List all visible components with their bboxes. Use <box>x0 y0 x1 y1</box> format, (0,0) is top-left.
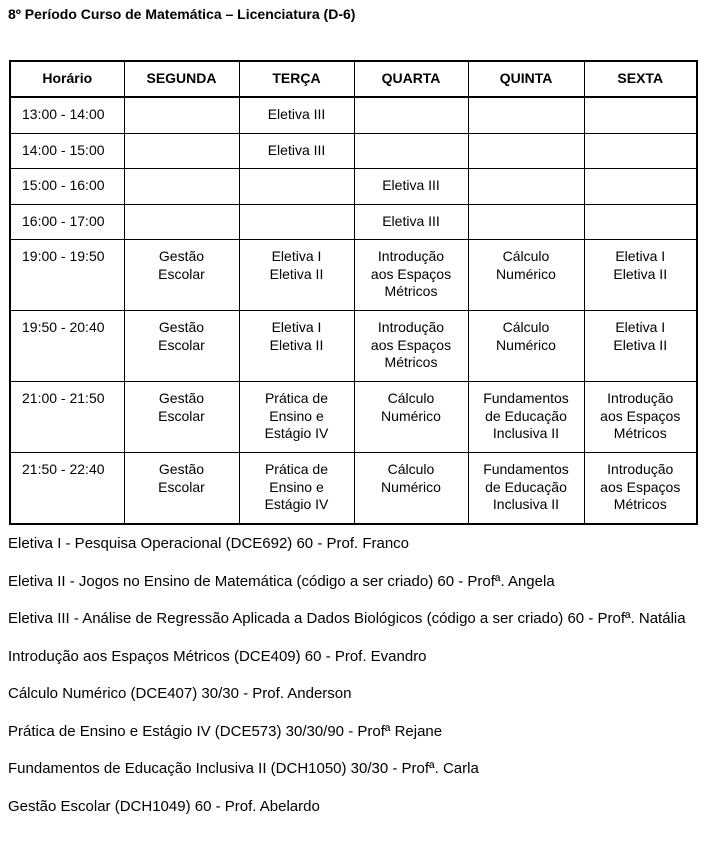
course-note: Cálculo Numérico (DCE407) 30/30 - Prof. Anderson <box>8 685 352 702</box>
schedule-row <box>10 133 697 169</box>
class-label-line: Escolar <box>158 407 205 424</box>
class-cell-quarta <box>354 240 468 311</box>
class-cell-terca <box>239 133 354 169</box>
class-label-line: Cálculo <box>387 390 435 406</box>
class-cell-terca <box>239 169 354 205</box>
time-cell: 21:00 - 21:50 <box>10 382 124 453</box>
class-cell-quinta <box>468 240 584 311</box>
class-cell-segunda <box>124 382 239 453</box>
class-cell-sexta <box>584 169 697 205</box>
class-label-line: Eletiva II <box>613 336 668 353</box>
schedule-table <box>9 60 698 525</box>
schedule-row <box>10 382 697 453</box>
header-cell-sexta: SEXTA <box>584 61 697 97</box>
header-cell-terca: TERÇA <box>239 61 354 97</box>
header-cell-quinta: QUINTA <box>468 61 584 97</box>
class-label-line: Introdução <box>377 319 445 335</box>
class-cell-quarta <box>354 204 468 240</box>
class-cell-quarta <box>354 97 468 133</box>
class-label-line: Cálculo <box>502 319 550 335</box>
class-label-line: Eletiva II <box>613 265 668 282</box>
class-label-line: Eletiva II <box>269 336 324 353</box>
class-cell-sexta <box>584 240 697 311</box>
class-label-line: Eletiva III <box>382 212 440 229</box>
header-cell-horario: Horário <box>10 61 124 97</box>
class-cell-quinta <box>468 204 584 240</box>
class-label-line: Métricos <box>384 283 438 299</box>
class-label-line: aos Espaços <box>600 478 681 495</box>
class-cell-segunda <box>124 453 239 525</box>
class-label-line: Prática de <box>264 461 329 477</box>
time-cell: 19:50 - 20:40 <box>10 311 124 382</box>
class-label-line: Inclusiva II <box>492 425 560 441</box>
class-label-line: Inclusiva II <box>492 496 560 512</box>
class-label-line: Eletiva I <box>615 248 666 264</box>
header-row <box>10 61 697 97</box>
class-label-line: Métricos <box>613 496 667 512</box>
class-label-line: Introdução <box>377 248 445 264</box>
class-cell-quinta <box>468 97 584 133</box>
class-cell-quinta <box>468 453 584 525</box>
class-cell-quarta <box>354 382 468 453</box>
class-label-line: Introdução <box>607 461 674 477</box>
course-note: Eletiva I - Pesquisa Operacional (DCE692) 60 - Prof. Franco <box>8 535 410 552</box>
class-label-line: aos Espaços <box>370 265 452 282</box>
class-label-line: Eletiva II <box>269 265 324 282</box>
class-cell-sexta <box>584 97 697 133</box>
class-label-line: Numérico <box>496 265 556 282</box>
class-label-line: Escolar <box>158 336 205 353</box>
schedule-row <box>10 311 697 382</box>
class-cell-sexta <box>584 133 697 169</box>
class-label-line: Eletiva I <box>271 319 322 335</box>
schedule-row <box>10 97 697 133</box>
class-label-line: Eletiva III <box>267 106 326 122</box>
class-cell-quinta <box>468 169 584 205</box>
class-cell-terca <box>239 311 354 382</box>
class-label-line: Gestão <box>158 390 205 406</box>
class-cell-segunda <box>124 133 239 169</box>
class-cell-terca <box>239 382 354 453</box>
class-label-line: Cálculo <box>387 461 435 477</box>
time-cell: 21:50 - 22:40 <box>10 453 124 525</box>
class-cell-sexta <box>584 204 697 240</box>
class-label-line: Escolar <box>158 265 205 282</box>
class-cell-segunda <box>124 204 239 240</box>
time-cell: 19:00 - 19:50 <box>10 240 124 311</box>
class-cell-segunda <box>124 97 239 133</box>
class-label-line: Eletiva I <box>615 319 666 335</box>
class-cell-quinta <box>468 382 584 453</box>
page-title: 8º Período Curso de Matemática – Licenciatura (D-6) <box>8 6 356 22</box>
class-label-line: Ensino e <box>269 407 324 424</box>
class-cell-quinta <box>468 311 584 382</box>
time-cell: 14:00 - 15:00 <box>10 133 124 169</box>
class-label-line: de Educação <box>485 478 567 495</box>
class-label-line: de Educação <box>485 407 567 424</box>
class-cell-segunda <box>124 311 239 382</box>
header-cell-segunda: SEGUNDA <box>124 61 239 97</box>
schedule-row <box>10 169 697 205</box>
class-label-line: Escolar <box>158 478 205 495</box>
class-label-line: Eletiva III <box>382 177 440 193</box>
class-label-line: Gestão <box>158 319 205 335</box>
time-cell: 15:00 - 16:00 <box>10 169 124 205</box>
class-cell-quinta <box>468 133 584 169</box>
class-label-line: aos Espaços <box>370 336 452 353</box>
class-label-line: Eletiva I <box>271 248 322 264</box>
class-cell-quarta <box>354 311 468 382</box>
class-label-line: aos Espaços <box>600 407 681 424</box>
class-label-line: Cálculo <box>502 248 550 264</box>
class-label-line: Numérico <box>496 336 556 353</box>
class-cell-terca <box>239 97 354 133</box>
class-label-line: Gestão <box>158 248 205 264</box>
time-cell: 13:00 - 14:00 <box>10 97 124 133</box>
class-label-line: Numérico <box>381 478 441 495</box>
class-label-line: Prática de <box>264 390 329 406</box>
class-cell-terca <box>239 204 354 240</box>
schedule-row <box>10 453 697 525</box>
course-note: Eletiva II - Jogos no Ensino de Matemática (código a ser criado) 60 - Profª. Angela <box>8 572 555 590</box>
class-cell-sexta <box>584 453 697 525</box>
class-cell-segunda <box>124 169 239 205</box>
schedule-row <box>10 240 697 311</box>
course-note: Gestão Escolar (DCH1049) 60 - Prof. Abelardo <box>8 797 320 815</box>
class-cell-quarta <box>354 169 468 205</box>
class-label-line: Numérico <box>381 407 441 424</box>
header-cell-quarta: QUARTA <box>354 61 468 97</box>
schedule-row <box>10 204 697 240</box>
class-cell-sexta <box>584 311 697 382</box>
course-notes <box>8 534 688 834</box>
class-cell-quarta <box>354 133 468 169</box>
class-label-line: Ensino e <box>269 478 324 495</box>
class-label-line: Fundamentos <box>483 390 569 406</box>
class-cell-terca <box>239 453 354 525</box>
class-label-line: Gestão <box>158 461 205 477</box>
class-label-line: Introdução <box>607 390 674 406</box>
class-cell-terca <box>239 240 354 311</box>
class-cell-quarta <box>354 453 468 525</box>
class-label-line: Métricos <box>384 354 438 370</box>
class-label-line: Estágio IV <box>264 425 329 441</box>
class-cell-sexta <box>584 382 697 453</box>
class-label-line: Eletiva III <box>267 141 326 158</box>
class-cell-segunda <box>124 240 239 311</box>
class-label-line: Fundamentos <box>483 461 569 477</box>
class-label-line: Métricos <box>613 425 667 441</box>
course-note: Introdução aos Espaços Métricos (DCE409) 60 - Prof. Evandro <box>8 647 427 665</box>
course-note: Eletiva III - Análise de Regressão Aplicada a Dados Biológicos (código a ser criado) 60 - Profª. Natália <box>8 610 686 627</box>
schedule-body <box>10 97 697 524</box>
time-cell: 16:00 - 17:00 <box>10 204 124 240</box>
class-label-line: Estágio IV <box>264 496 329 512</box>
course-note: Prática de Ensino e Estágio IV (DCE573) 30/30/90 - Profª Rejane <box>8 722 443 740</box>
course-note: Fundamentos de Educação Inclusiva II (DCH1050) 30/30 - Profª. Carla <box>8 760 479 777</box>
